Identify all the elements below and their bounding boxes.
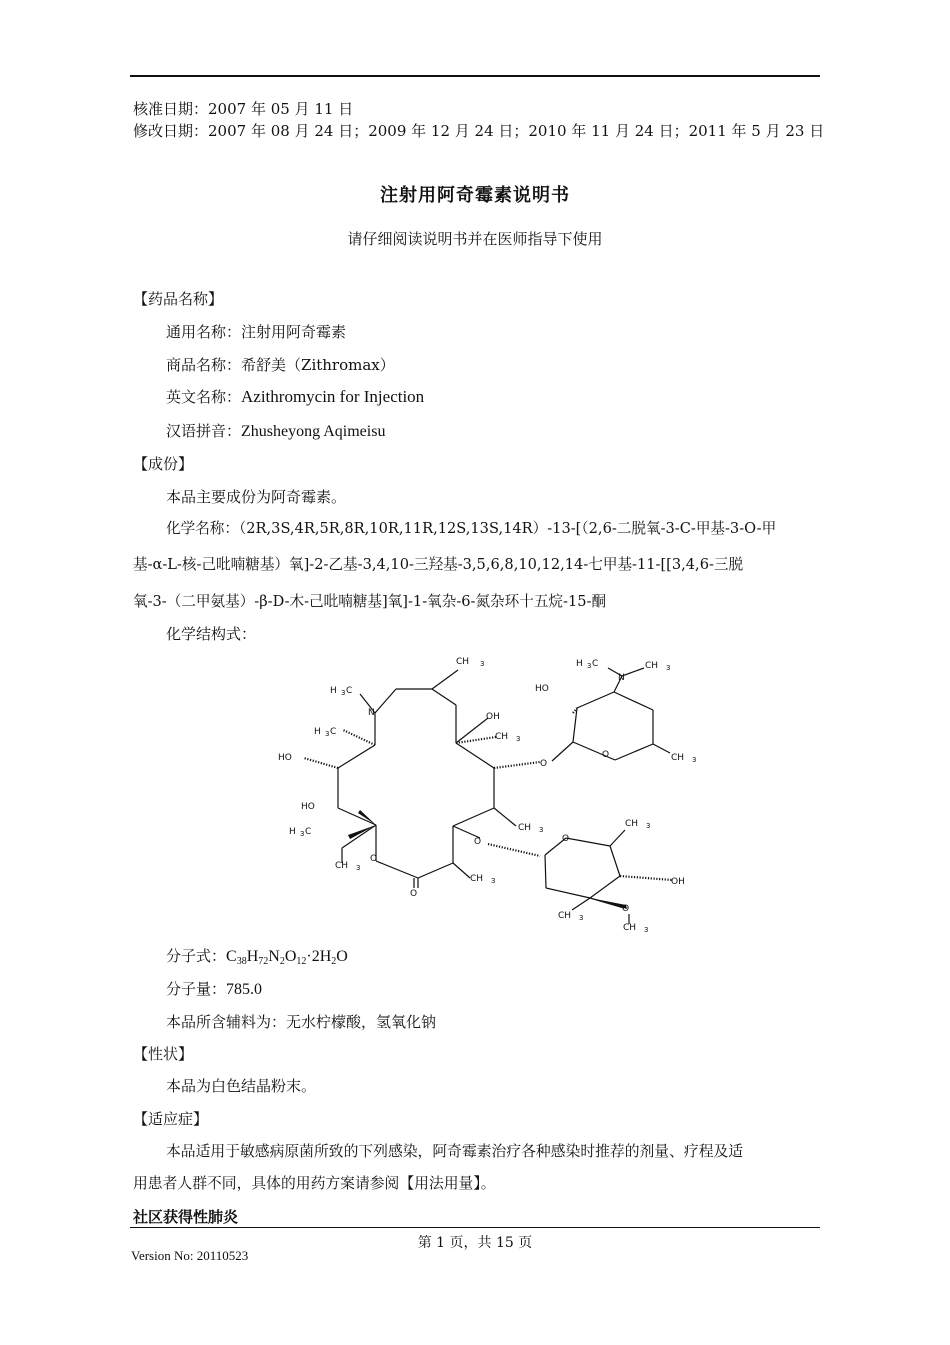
svg-text:CH [645, 661, 658, 671]
ch3-sub-2: 3 [516, 735, 521, 743]
o-atom-link-upper: O [540, 759, 548, 769]
ho-label-left: HO [278, 753, 292, 763]
structure-label: 化学结构式： [166, 625, 257, 643]
trade-name-label: 商品名称： [166, 356, 242, 374]
ch3-label-10: CH [623, 923, 637, 933]
h3c-label-c-2: C [330, 727, 337, 737]
svg-text:H [314, 727, 321, 737]
main-ingredient: 本品主要成份为阿奇霉素。 [166, 488, 347, 506]
h3c-sub-3: 3 [300, 830, 305, 838]
o-atom-sugar-upper: O [602, 750, 610, 760]
pinyin-label: 汉语拼音： [166, 422, 242, 440]
svg-text:CH [335, 861, 348, 871]
svg-text:HO [278, 753, 292, 763]
document-title: 注射用阿奇霉素说明书 [380, 185, 570, 206]
svg-text:OH [671, 877, 685, 887]
trade-name-value: 希舒美（Zithromax） [241, 356, 395, 374]
molecular-formula-row [133, 945, 856, 967]
ch3-sub-9: 3 [579, 914, 584, 922]
molecular-formula: $C_{38}H_{72}N_2O_{12}\cdot 2H_2O$ [226, 948, 348, 967]
page-number: 第 1 页，共 15 页 [417, 1235, 533, 1251]
ho-label-sugar: HO [535, 684, 549, 694]
generic-name-row [133, 321, 856, 342]
o-atom-methoxy: O [622, 904, 630, 914]
ch3-label: CH [456, 657, 470, 667]
pinyin-row [133, 420, 856, 441]
ch3-label-3: CH [518, 823, 532, 833]
svg-text:H [576, 659, 583, 669]
ch3-label-2: CH [495, 732, 509, 742]
ch3-sub-5: 3 [491, 877, 496, 885]
svg-text:C [305, 827, 311, 837]
svg-text:H [289, 827, 296, 837]
svg-text:C [592, 659, 598, 669]
svg-text:H [330, 686, 337, 696]
version-number: Version No: 20110523 [131, 1248, 249, 1263]
svg-text:CH [671, 753, 684, 763]
subheading-cap: 社区获得性肺炎 [133, 1208, 239, 1226]
o-atom-lactone: O [370, 854, 378, 864]
svg-text:3 [539, 826, 543, 834]
oh-label-sugar: OH [671, 877, 685, 887]
o-atom-carbonyl: O [410, 889, 418, 899]
svg-text:3 [491, 877, 495, 885]
ch3-label-7: CH [671, 753, 685, 763]
oh-label-ring: OH [486, 712, 500, 722]
ch3-label-9: CH [558, 911, 572, 921]
svg-text:N [618, 673, 625, 683]
ch3-sub-6: 3 [666, 664, 671, 672]
svg-text:3 [480, 660, 484, 668]
svg-text:CH [623, 923, 636, 933]
svg-text:OH [486, 712, 500, 722]
trade-name-row [133, 354, 856, 375]
ch3-sub-7: 3 [692, 756, 697, 764]
svg-text:C [330, 727, 336, 737]
svg-text:3 [516, 735, 520, 743]
molecular-weight: 785.0 [226, 981, 263, 998]
svg-text:CH [495, 732, 508, 742]
section-heading-indications: 【适应症】 [133, 1110, 209, 1128]
svg-text:3 [356, 864, 360, 872]
ch3-sub-4: 3 [356, 864, 361, 872]
indications-line-2: 用患者人群不同，具体的用药方案请参阅【用法用量】。 [133, 1175, 496, 1192]
chemical-name-line-1: 化学名称：（2R,3S,4R,5R,8R,10R,11R,12S,13S,14R）-13-[（2,6-二脱氧-3-C-甲基-3-O-甲 [166, 520, 777, 537]
ch3-sub-3: 3 [539, 826, 544, 834]
h3c-label-c-3: C [305, 827, 312, 837]
ch3-label-8: CH [625, 819, 639, 829]
h3c-label-h-4: H [576, 659, 583, 669]
h3c-label-h: H [330, 686, 337, 696]
svg-text:CH [625, 819, 638, 829]
h3c-label-c-4: C [592, 659, 599, 669]
ch3-label-5: CH [470, 874, 484, 884]
chemical-name-line-2: 基-α-L-核-己吡喃糖基）氧]-2-乙基-3,4,10-三羟基-3,5,6,8,10,12,14-七甲基-11-[[3,4,6-三脱 [133, 556, 744, 573]
h3c-label-h-3: H [289, 827, 296, 837]
svg-text:O [474, 837, 481, 847]
ch3-sub-10: 3 [644, 926, 649, 933]
excipients: 本品所含辅料为：无水柠檬酸，氢氧化钠 [166, 1013, 437, 1031]
weight-label: 分子量： [166, 980, 227, 998]
document-subtitle: 请仔细阅读说明书并在医师指导下使用 [347, 230, 603, 248]
o-atom-sugar-lower: O [562, 834, 570, 844]
english-name-row [133, 386, 856, 407]
chemical-structure-diagram [270, 648, 710, 933]
generic-name-label: 通用名称： [166, 323, 242, 341]
h3c-sub: 3 [341, 689, 346, 697]
svg-text:3 [644, 926, 648, 933]
generic-name-value: 注射用阿奇霉素 [241, 323, 347, 341]
h3c-sub-2: 3 [325, 730, 330, 738]
pinyin-value: Zhusheyong Aqimeisu [241, 423, 386, 440]
svg-text:3 [579, 914, 583, 922]
h3c-sub-4: 3 [587, 662, 592, 670]
svg-text:3 [692, 756, 696, 764]
svg-text:3 [325, 730, 329, 738]
svg-text:3 [666, 664, 670, 672]
svg-text:N [368, 708, 375, 718]
english-name-value: Azithromycin for Injection [241, 387, 425, 406]
svg-text:O [540, 759, 547, 769]
molecular-weight-row [133, 978, 856, 999]
bottom-rule [130, 1227, 820, 1228]
svg-text:C [346, 686, 352, 696]
svg-text:O [562, 834, 569, 844]
svg-text:HO [535, 684, 549, 694]
appearance-text: 本品为白色结晶粉末。 [166, 1077, 317, 1095]
formula-label: 分子式： [166, 947, 227, 965]
ch3-sub: 3 [480, 660, 485, 668]
section-heading-composition: 【成份】 [133, 455, 194, 473]
ch3-label-6: CH [645, 661, 659, 671]
o-atom-link-lower: O [474, 837, 482, 847]
date-block [133, 98, 824, 142]
svg-text:3 [300, 830, 304, 838]
indications-line-1: 本品适用于敏感病原菌所致的下列感染，阿奇霉素治疗各种感染时推荐的剂量、疗程及适 [166, 1143, 744, 1160]
revision-dates: 修改日期：2007 年 08 月 24 日；2009 年 12 月 24 日；2010 年 11 月 24 日；2011 年 5 月 23 日 [133, 122, 825, 140]
section-heading-drug-name: 【药品名称】 [133, 290, 224, 308]
approval-date: 核准日期：2007 年 05 月 11 日 [133, 100, 354, 118]
svg-text:O [370, 854, 377, 864]
h3c-label-h-2: H [314, 727, 321, 737]
n-atom-ring: N [368, 708, 375, 718]
svg-text:CH [470, 874, 483, 884]
ch3-sub-8: 3 [646, 822, 651, 830]
section-heading-appearance: 【性状】 [133, 1045, 194, 1063]
h3c-label-c: C [346, 686, 353, 696]
ho-label-left-2: HO [301, 802, 315, 812]
svg-text:3 [646, 822, 650, 830]
svg-text:CH [456, 657, 469, 667]
chemical-name-line-3: 氧-3-（二甲氨基）-β-D-木-己吡喃糖基]氧]-1-氧杂-6-氮杂环十五烷-15-酮 [133, 593, 607, 610]
svg-text:CH [558, 911, 571, 921]
svg-text:O [602, 750, 609, 760]
svg-text:HO [301, 802, 315, 812]
svg-text:O [410, 889, 417, 899]
n-atom-sugar: N [618, 673, 625, 683]
svg-text:O [622, 904, 629, 914]
english-name-label: 英文名称： [166, 388, 242, 406]
ch3-label-4: CH [335, 861, 349, 871]
svg-text:3 [341, 689, 345, 697]
top-rule [130, 75, 820, 77]
svg-text:3 [587, 662, 591, 670]
svg-text:CH [518, 823, 531, 833]
